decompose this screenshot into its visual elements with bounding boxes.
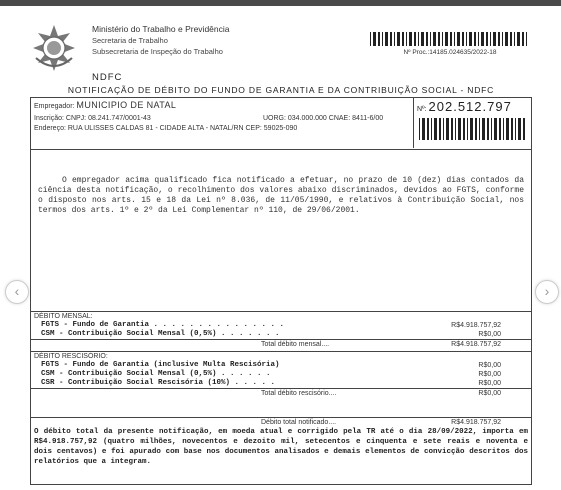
debito-rescisorio-section — [31, 351, 531, 398]
prev-page-button[interactable] — [5, 280, 29, 304]
employer-name: MUNICIPIO DE NATAL — [76, 100, 177, 110]
total-label: Total débito mensal.... — [261, 341, 330, 348]
barcode-bar — [385, 32, 388, 46]
barcode-bar — [426, 32, 428, 46]
barcode-bar — [467, 118, 468, 140]
barcode-bar — [526, 32, 527, 46]
barcode-bar — [466, 32, 467, 46]
process-barcode — [370, 32, 530, 46]
process-number: Nº Proc.:14185.024635/2022-18 — [403, 49, 497, 56]
debit-row — [31, 379, 531, 388]
barcode-bar — [409, 32, 412, 46]
barcode-bar — [486, 32, 488, 46]
total-amount: R$0,00 — [478, 390, 501, 397]
barcode-bar — [506, 118, 509, 140]
barcode-bar — [370, 32, 371, 46]
barcode-bar — [503, 118, 504, 140]
employer-inscricao: Inscrição: CNPJ: 08.241.747/0001-43 — [34, 115, 151, 122]
employer-label: Empregador: — [34, 103, 75, 110]
barcode-bar — [442, 32, 443, 46]
barcode-bar — [491, 118, 492, 140]
secretaria-name: Secretaria de Trabalho — [92, 36, 168, 45]
barcode-bar — [510, 32, 512, 46]
document-title: NOTIFICAÇÃO DE DÉBITO DO FUNDO DE GARANTIA E DA CONTRIBUIÇÃO SOCIAL - NDFC — [67, 85, 495, 95]
barcode-bar — [502, 32, 503, 46]
notification-number-cell — [414, 98, 531, 148]
barcode-bar — [470, 118, 473, 140]
barcode-bar — [463, 118, 465, 140]
barcode-bar — [455, 118, 456, 140]
barcode-bar — [462, 32, 464, 46]
barcode-bar — [406, 32, 407, 46]
barcode-bar — [446, 118, 449, 140]
notification-barcode — [419, 118, 527, 140]
barcode-bar — [523, 118, 525, 140]
barcode-bar — [390, 32, 392, 46]
debit-row-label: FGTS - Fundo de Garantia (inclusive Multa Rescisória) — [41, 361, 280, 369]
notice-section — [31, 149, 531, 216]
ndfc-label: NDFC — [92, 72, 123, 83]
document-page — [30, 8, 532, 490]
barcode-bar — [481, 32, 484, 46]
debit-row-amount: R$0,00 — [478, 380, 501, 387]
debit-row-label: CSM - Contribuição Social Mensal (0,5%) . . . . . . — [41, 370, 271, 378]
barcode-bar — [434, 118, 437, 140]
notice-text: O empregador acima qualificado fica notificado a efetuar, no prazo de 10 (dez) dias contados da ciência desta notificação, o recolhimento dos valores abaixo discriminados, devidos ao FGTS, conforme o disposto nos arts. 15 e 18 da Lei nº 8.036, de 11/05/1990, e relativos à Contribuição Social, nos termos dos arts. 1º e 2º da Lei Complementar nº 110, de 29/06/2001. — [38, 176, 524, 215]
barcode-bar — [518, 118, 521, 140]
barcode-bar — [499, 118, 501, 140]
coat-of-arms-icon — [30, 24, 78, 72]
barcode-bar — [458, 118, 461, 140]
barcode-bar — [450, 32, 452, 46]
debit-row-amount: R$4.918.757,92 — [451, 322, 501, 329]
barcode-bar — [419, 118, 420, 140]
barcode-bar — [445, 32, 448, 46]
barcode-bar — [418, 32, 419, 46]
barcode-bar — [394, 32, 395, 46]
barcode-bar — [421, 32, 424, 46]
debit-row-amount: R$0,00 — [478, 371, 501, 378]
barcode-bar — [498, 32, 500, 46]
chevron-right-icon: › — [544, 283, 550, 299]
barcode-bar — [457, 32, 460, 46]
barcode-bar — [514, 32, 515, 46]
debit-row — [31, 321, 531, 330]
total-amount: R$4.918.757,92 — [451, 419, 501, 426]
barcode-bar — [439, 118, 441, 140]
debito-total-row — [31, 418, 531, 427]
barcode-bar — [478, 32, 479, 46]
barcode-bar — [515, 118, 516, 140]
barcode-bar — [397, 32, 400, 46]
barcode-bar — [474, 32, 476, 46]
number-label: Nº: — [417, 106, 427, 113]
barcode-bar — [482, 118, 485, 140]
top-bar — [0, 0, 561, 6]
barcode-bar — [402, 32, 404, 46]
employer-endereco: Endereço: RUA ULISSES CALDAS 81 - CIDADE ALTA - NATAL/RN CEP: 59025-090 — [34, 125, 298, 132]
barcode-bar — [451, 118, 453, 140]
debito-total-section — [31, 417, 531, 467]
debito-mensal-section — [31, 311, 531, 349]
debit-row-label: FGTS - Fundo de Garantia . . . . . . . . . . . . . . . — [41, 321, 285, 329]
barcode-bar — [475, 118, 477, 140]
debit-row-amount: R$0,00 — [478, 362, 501, 369]
barcode-bar — [427, 118, 429, 140]
barcode-bar — [493, 32, 496, 46]
barcode-bar — [469, 32, 472, 46]
total-amount: R$4.918.757,92 — [451, 341, 501, 348]
subsecretaria-name: Subsecretaria de Inspeção do Trabalho — [92, 47, 223, 56]
header-ministry-block — [92, 24, 230, 57]
debit-row-amount: R$0,00 — [478, 331, 501, 338]
debito-mensal-title: DÉBITO MENSAL: — [34, 313, 93, 320]
barcode-bar — [443, 118, 444, 140]
debit-row — [31, 361, 531, 370]
debito-rescisorio-total-row — [31, 388, 531, 398]
barcode-bar — [517, 32, 520, 46]
total-label: Débito total notificado.... — [261, 419, 337, 426]
barcode-bar — [431, 118, 432, 140]
debito-rescisorio-title: DÉBITO RESCISÓRIO: — [34, 353, 108, 360]
debito-mensal-total-row — [31, 339, 531, 349]
barcode-bar — [382, 32, 383, 46]
notification-box — [30, 97, 532, 485]
barcode-bar — [522, 32, 524, 46]
employer-uorg: UORG: 034.000.000 CNAE: 8411-6/00 — [263, 115, 384, 122]
chevron-left-icon: ‹ — [14, 283, 20, 299]
barcode-bar — [433, 32, 436, 46]
final-statement-text: O débito total da presente notificação, em moeda atual e corrigido pela TR até o dia 28/09/2022, importa em R$4.918.757,92 (quatro milhões, novecentos e dezoito mil, setecentos e cinquenta e sete reais e noventa e dois centavos) e foi apurado com base nos documentos analisados e demais elementos de convicção descritos dos relatórios que a integram. — [34, 428, 528, 466]
barcode-bar — [430, 32, 431, 46]
employer-cell — [31, 98, 414, 148]
barcode-bar — [422, 118, 425, 140]
debit-row — [31, 330, 531, 339]
barcode-bar — [494, 118, 497, 140]
debit-row-label: CSM - Contribuição Social Mensal (0,5%) . . . . . . . — [41, 330, 280, 338]
barcode-bar — [479, 118, 480, 140]
ministry-name: Ministério do Trabalho e Previdência — [92, 24, 230, 34]
next-page-button[interactable] — [535, 280, 559, 304]
total-label: Total débito rescisório.... — [261, 390, 337, 397]
barcode-bar — [454, 32, 455, 46]
barcode-bar — [505, 32, 508, 46]
debit-row-label: CSR - Contribuição Social Rescisória (10%) . . . . . — [41, 379, 276, 387]
barcode-bar — [487, 118, 489, 140]
barcode-bar — [373, 32, 376, 46]
barcode-bar — [414, 32, 416, 46]
barcode-bar — [511, 118, 513, 140]
debit-row — [31, 370, 531, 379]
barcode-bar — [378, 32, 380, 46]
barcode-bar — [438, 32, 440, 46]
barcode-bar — [490, 32, 491, 46]
notification-number: 202.512.797 — [428, 99, 512, 114]
